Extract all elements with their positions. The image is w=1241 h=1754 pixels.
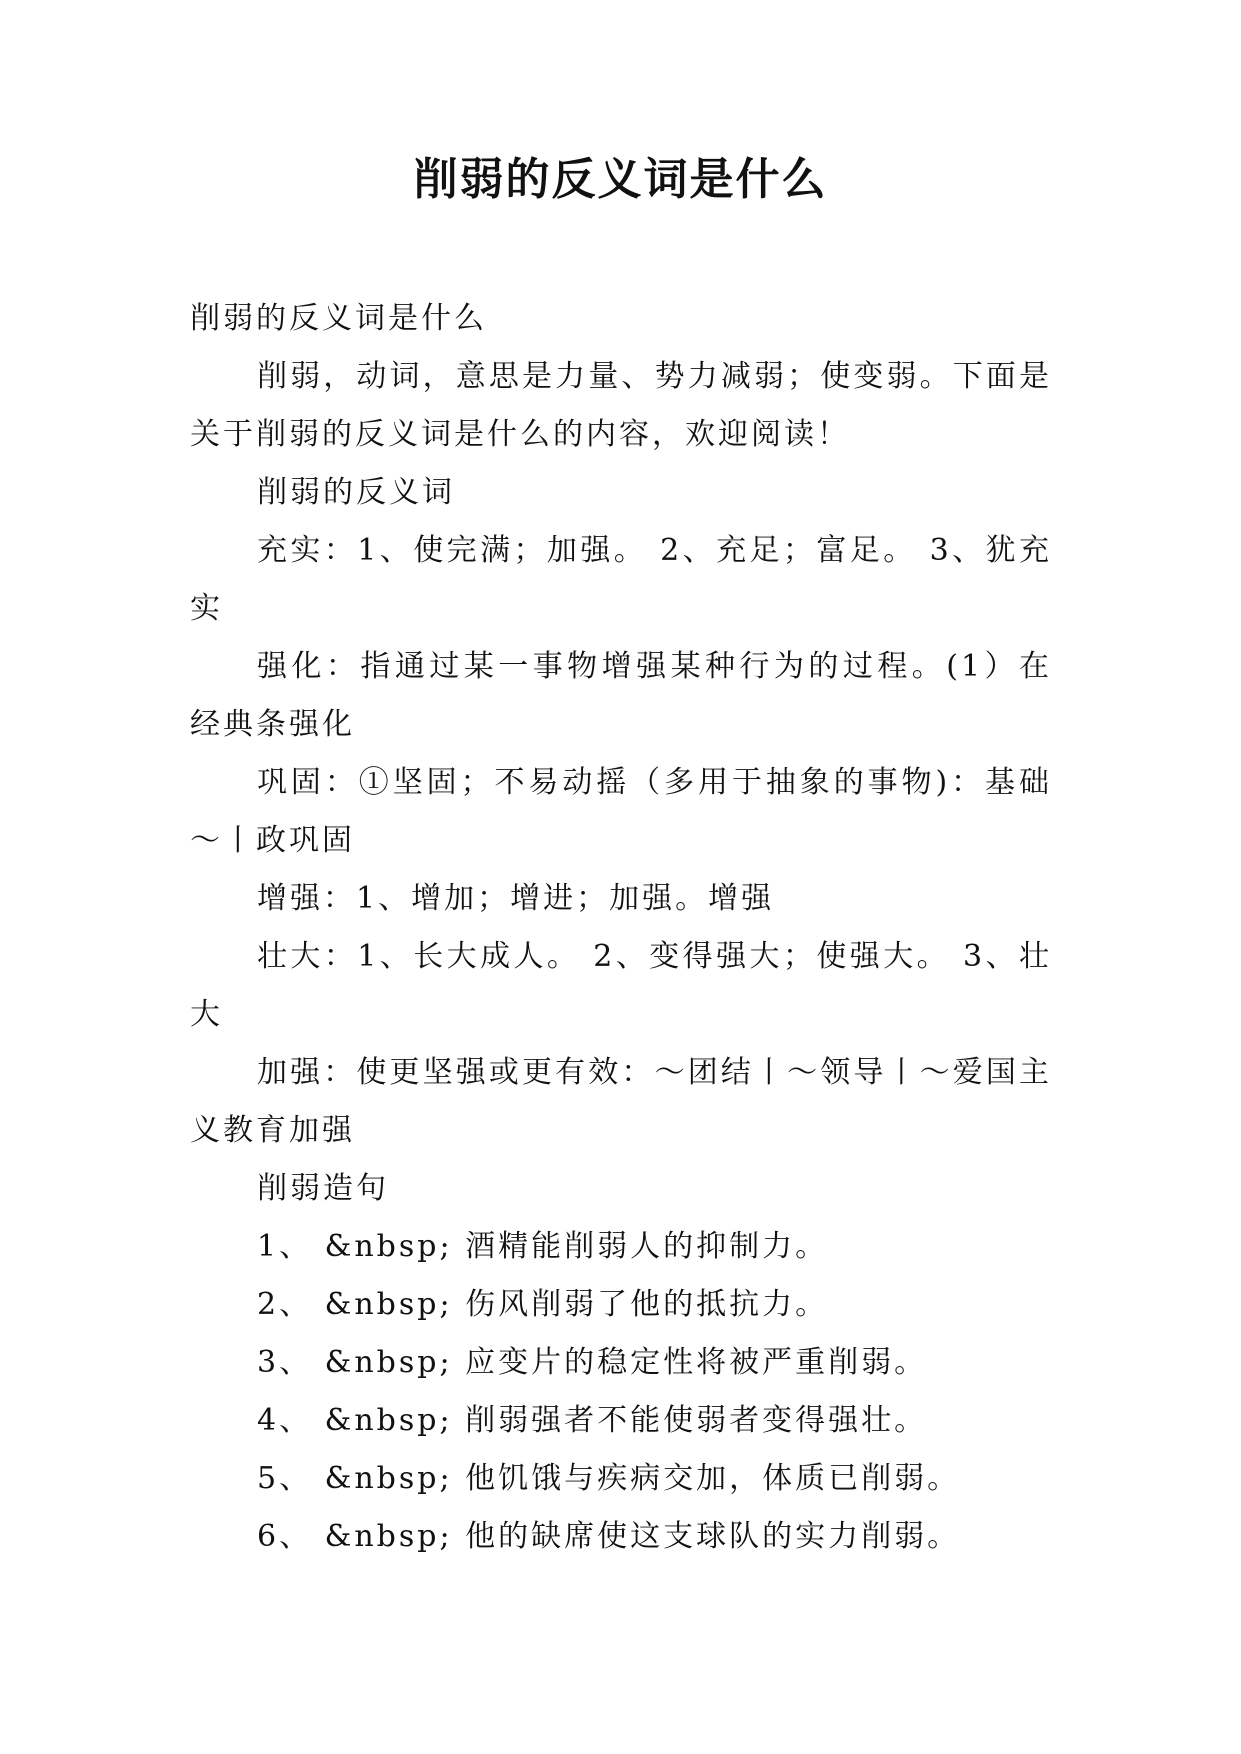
body-heading: 削弱的反义词是什么 (190, 301, 487, 336)
section-heading-antonyms: 削弱的反义词 (257, 475, 455, 510)
antonym-entry: 壮大：1、长大成人。 2、变得强大；使强大。 3、壮大 (190, 939, 1052, 1032)
antonym-entry: 充实：1、使完满；加强。 2、充足；富足。 3、犹充实 (190, 533, 1052, 626)
example-sentence: 2、 &nbsp; 伤风削弱了他的抵抗力。 (257, 1287, 829, 1322)
section-heading-sentences: 削弱造句 (257, 1171, 389, 1206)
example-sentence: 3、 &nbsp; 应变片的稳定性将被严重削弱。 (257, 1345, 928, 1380)
example-sentence: 5、 &nbsp; 他饥饿与疾病交加，体质已削弱。 (257, 1461, 961, 1496)
antonym-entry: 强化：指通过某一事物增强某种行为的过程。(1）在经典条强化 (190, 649, 1052, 742)
antonym-entry: 增强：1、增加；增进；加强。增强 (257, 881, 775, 916)
antonym-entry: 加强：使更坚强或更有效：～团结丨～领导丨～爱国主义教育加强 (190, 1055, 1052, 1148)
page-title: 削弱的反义词是什么 (413, 154, 828, 205)
antonym-entry: 巩固：①坚固；不易动摇（多用于抽象的事物)：基础～丨政巩固 (190, 765, 1052, 858)
intro-paragraph: 削弱，动词，意思是力量、势力减弱；使变弱。下面是关于削弱的反义词是什么的内容，欢迎阅读！ (190, 359, 1052, 452)
example-sentence: 1、 &nbsp; 酒精能削弱人的抑制力。 (257, 1229, 829, 1264)
example-sentence: 6、 &nbsp; 他的缺席使这支球队的实力削弱。 (257, 1519, 961, 1554)
document-body (190, 290, 1052, 1566)
example-sentence: 4、 &nbsp; 削弱强者不能使弱者变得强壮。 (257, 1403, 928, 1438)
